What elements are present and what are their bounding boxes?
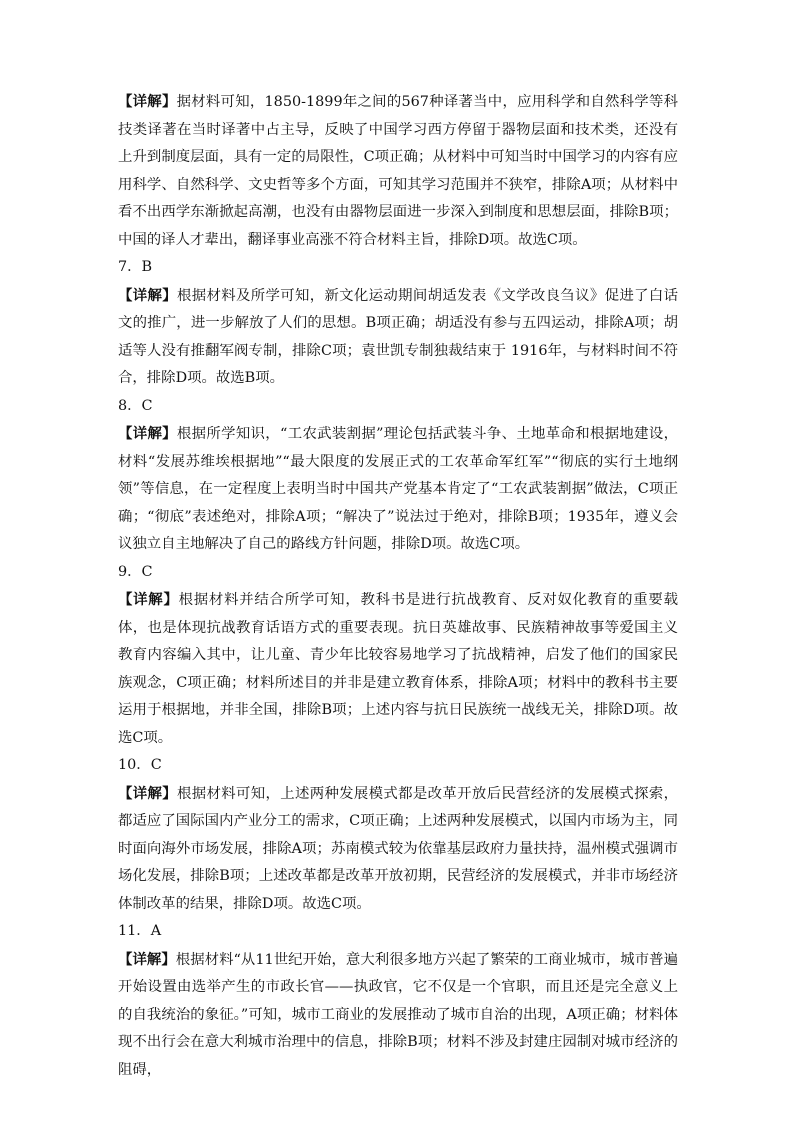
detail-tag: 【详解】 <box>118 591 179 608</box>
explanation-7 <box>118 282 678 393</box>
detail-tag: 【详解】 <box>118 286 177 304</box>
explanation-10 <box>118 780 678 919</box>
explanation-text: 根据材料可知，上述两种发展模式都是改革开放后民营经济的发展模式探索，都适应了国际国内产业分工的需求，C项正确；上述两种发展模式，以国内市场为主，同时面向海外市场发展，排除A项；苏南模式较为依靠基层政府力量扶持，温州模式强调市场化发展，排除B项；上述改革都是改革开放初期，民营经济的发展模式，并非市场经济体制改革的结果，排除D项。故选C项。 <box>118 785 678 912</box>
answer-number-7: 7．B <box>118 259 153 275</box>
explanation-text: 根据材料“从11世纪开始，意大利很多地方兴起了繁荣的工商业城市，城市普遍开始设置由选举产生的市政长官——执政官，它不仅是一个官职，而且还是完全意义上的自我统治的象征。”可知，城市工商业的发展推动了城市自治的出现，A项正确；材料体现不出行会在意大利城市治理中的信息，排除B项；材料不涉及封建庄园制对城市经济的阻碍， <box>118 951 678 1078</box>
detail-tag: 【详解】 <box>118 784 177 802</box>
explanation-text: 根据材料并结合所学可知，教科书是进行抗战教育、反对奴化教育的重要载体，也是体现抗战教育话语方式的重要表现。抗日英雄故事、民族精神故事等爱国主义教育内容编入其中，让儿童、青少年比较容易地学习了抗战精神，启发了他们的国家民族观念，C项正确；材料所述目的并非是建立教育体系，排除A项；材料中的教科书主要运用于根据地，并非全国，排除B项；上述内容与抗日民族统一战线无关，排除D项。故选C项。 <box>118 592 678 746</box>
detail-tag: 【详解】 <box>118 950 176 968</box>
answer-number-11: 11．A <box>118 923 162 939</box>
answer-explanations <box>118 88 678 1084</box>
explanation-6 <box>118 88 678 254</box>
detail-tag: 【详解】 <box>118 425 177 442</box>
explanation-8 <box>118 420 678 559</box>
explanation-text: 据材料可知，1850-1899年之间的567种译著当中，应用科学和自然科学等科技类译著在当时译著中占主导，反映了中国学习西方停留于器物层面和技术类，还没有上升到制度层面，具有一定的局限性，C项正确；从材料中可知当时中国学习的内容有应用科学、自然科学、文史哲等多个方面，可知其学习范围并不狭窄，排除A项；从材料中看不出西学东渐掀起高潮，也没有由器物层面进一步深入到制度和思想层面，排除B项；中国的译人才辈出，翻译事业高涨不符合材料主旨，排除D项。故选C项。 <box>118 94 678 248</box>
answer-number-10: 10．C <box>118 757 162 773</box>
answer-number-8: 8．C <box>118 397 153 414</box>
detail-tag: 【详解】 <box>118 93 177 110</box>
explanation-text: 根据所学知识，“工农武装割据”理论包括武装斗争、土地革命和根据地建设，材料“发展苏维埃根据地”“最大限度的发展正式的工农革命军红军”“彻底的实行土地纲领”等信息，在一定程度上表明当时中国共产党基本肯定了“工农武装割据”做法，C项正确；“彻底”表述绝对，排除A项；“解决了”说法过于绝对，排除B项；1935年，遵义会议独立自主地解决了自己的路线方针问题，排除D项。故选C项。 <box>118 426 678 552</box>
explanation-11 <box>118 946 678 1085</box>
explanation-9 <box>118 586 678 752</box>
explanation-text: 根据材料及所学可知，新文化运动期间胡适发表《文学改良刍议》促进了白话文的推广，进一步解放了人们的思想。B项正确；胡适没有参与五四运动，排除A项；胡适等人没有推翻军阀专制，排除C项；袁世凯专制独裁结束于 1916年，与材料时间不符合，排除D项。故选B项。 <box>118 287 678 386</box>
answer-number-9: 9．C <box>118 563 153 580</box>
